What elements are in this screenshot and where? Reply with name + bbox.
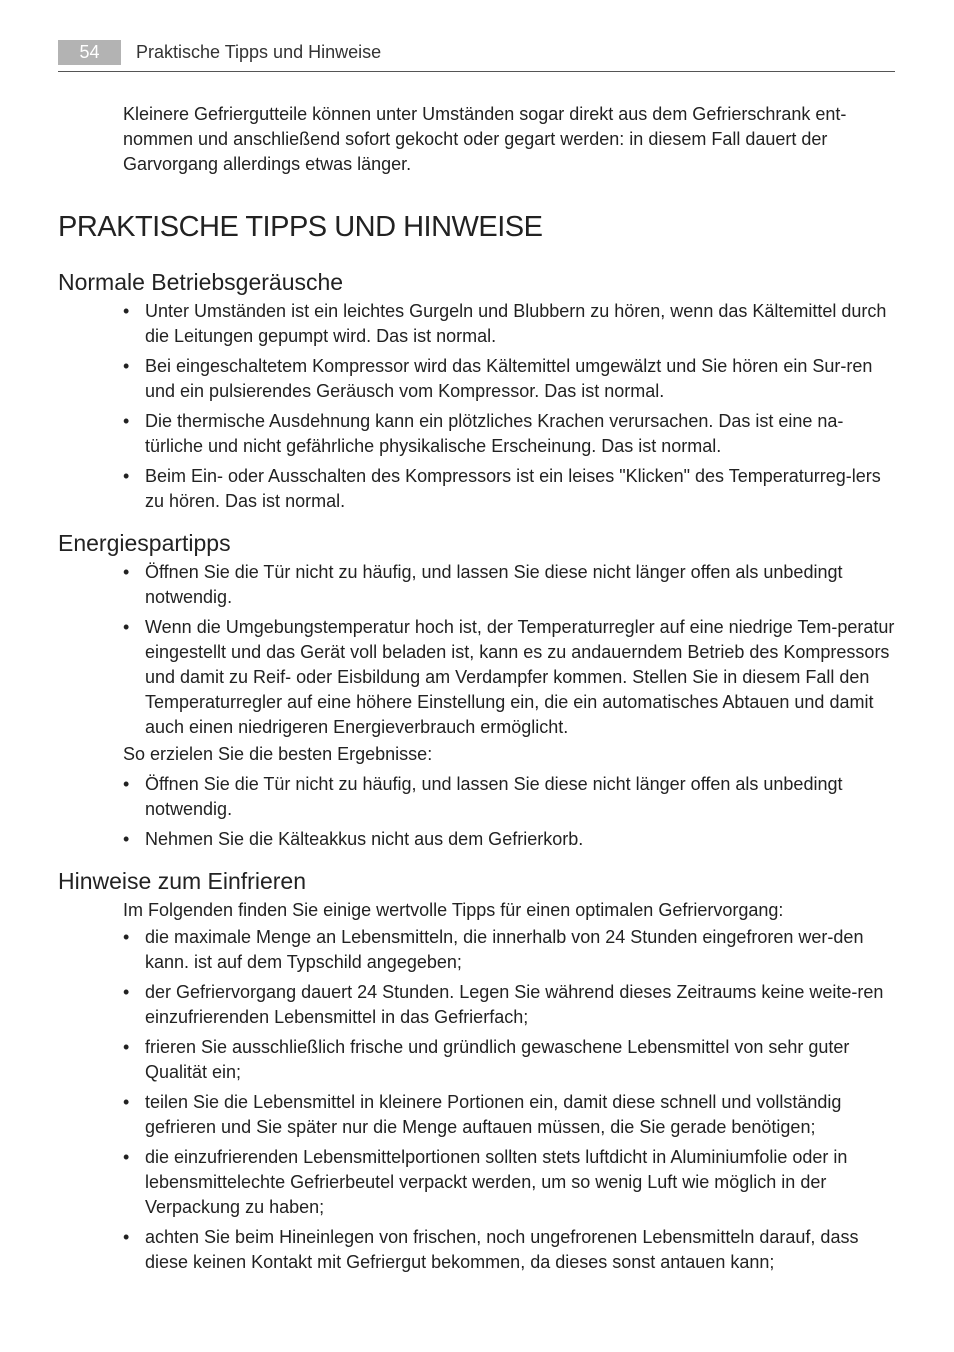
section-heading-noises: Normale Betriebsgeräusche — [58, 269, 344, 295]
list-item: • Wenn die Umgebungstemperatur hoch ist, der Temperaturregler auf eine niedrige Tem-peratur eingestellt und das Gerät voll beladen ist, kann es zu andauerndem Betrieb des Kompressors und damit zu Reif- oder Eisbildung am Verdampfer kommen. Stellen Sie in diesem Fall den Temperaturregler auf eine höhere Einstellung ein, die ein automatisches Abtauen und damit auch einen niedrigeren Energieverbrauch ermöglicht. — [123, 615, 898, 740]
list-item: • der Gefriervorgang dauert 24 Stunden. Legen Sie während dieses Zeitraums keine weite-ren einzufrierenden Lebensmittel in das Gefrierfach; — [123, 980, 898, 1030]
energy-list-a — [123, 560, 898, 740]
section-heading-freezing: Hinweise zum Einfrieren — [58, 868, 306, 894]
list-item: • teilen Sie die Lebensmittel in kleinere Portionen ein, damit diese schnell und vollständig gefrieren und Sie später nur die Menge auftauen müssen, die Sie gerade benötigen; — [123, 1090, 898, 1140]
list-item: • Öffnen Sie die Tür nicht zu häufig, und lassen Sie diese nicht länger offen als unbedingt notwendig. — [123, 772, 898, 822]
page-number: 54 — [58, 40, 121, 65]
list-item: • Nehmen Sie die Kälteakkus nicht aus dem Gefrierkorb. — [123, 827, 898, 852]
list-item: • Die thermische Ausdehnung kann ein plötzliches Krachen verursachen. Das ist eine na-türliche und nicht gefährliche physikalische Erscheinung. Das ist normal. — [123, 409, 898, 459]
list-item: • Bei eingeschaltetem Kompressor wird das Kältemittel umgewälzt und Sie hören ein Sur-ren und ein pulsierendes Geräusch vom Kompressor. Das ist normal. — [123, 354, 898, 404]
noises-list — [123, 299, 898, 514]
list-item: • die maximale Menge an Lebensmitteln, die innerhalb von 24 Stunden eingefroren wer-den kann. ist auf dem Typschild angegeben; — [123, 925, 898, 975]
page-header — [58, 40, 895, 72]
freezing-intro: Im Folgenden finden Sie einige wertvolle Tipps für einen optimalen Gefriervorgang: — [123, 900, 784, 920]
intro-paragraph: Kleinere Gefriergutteile können unter Umständen sogar direkt aus dem Gefrierschrank ent-nommen und anschließend sofort gekocht oder gegart werden: in diesem Fall dauert der Garvorgang allerdings etwas länger. — [123, 104, 847, 174]
section-heading-energy: Energiespartipps — [58, 530, 231, 556]
list-item: • achten Sie beim Hineinlegen von frischen, noch ungefrorenen Lebensmitteln darauf, dass diese keinen Kontakt mit Gefriergut bekommen, da dieses sonst antauen kann; — [123, 1225, 898, 1275]
list-item: • Unter Umständen ist ein leichtes Gurgeln und Blubbern zu hören, wenn das Kältemittel durch die Leitungen gepumpt wird. Das ist normal. — [123, 299, 898, 349]
running-header-title: Praktische Tipps und Hinweise — [136, 42, 382, 62]
list-item: • Öffnen Sie die Tür nicht zu häufig, und lassen Sie diese nicht länger offen als unbedingt notwendig. — [123, 560, 898, 610]
main-heading: PRAKTISCHE TIPPS UND HINWEISE — [58, 211, 543, 243]
energy-list-b — [123, 772, 898, 852]
list-item: • frieren Sie ausschließlich frische und gründlich gewaschene Lebensmittel von sehr guter Qualität ein; — [123, 1035, 898, 1085]
list-item: • die einzufrierenden Lebensmittelportionen sollten stets luftdicht in Aluminiumfolie oder in lebensmittelechte Gefrierbeutel verpackt werden, um so wenig Luft wie möglich in der Verpackung zu haben; — [123, 1145, 898, 1220]
page-content — [58, 102, 898, 1280]
freezing-list — [123, 925, 898, 1275]
list-item: • Beim Ein- oder Ausschalten des Kompressors ist ein leises "Klicken" des Temperaturreg-lers zu hören. Das ist normal. — [123, 464, 898, 514]
energy-note: So erzielen Sie die besten Ergebnisse: — [123, 744, 433, 764]
